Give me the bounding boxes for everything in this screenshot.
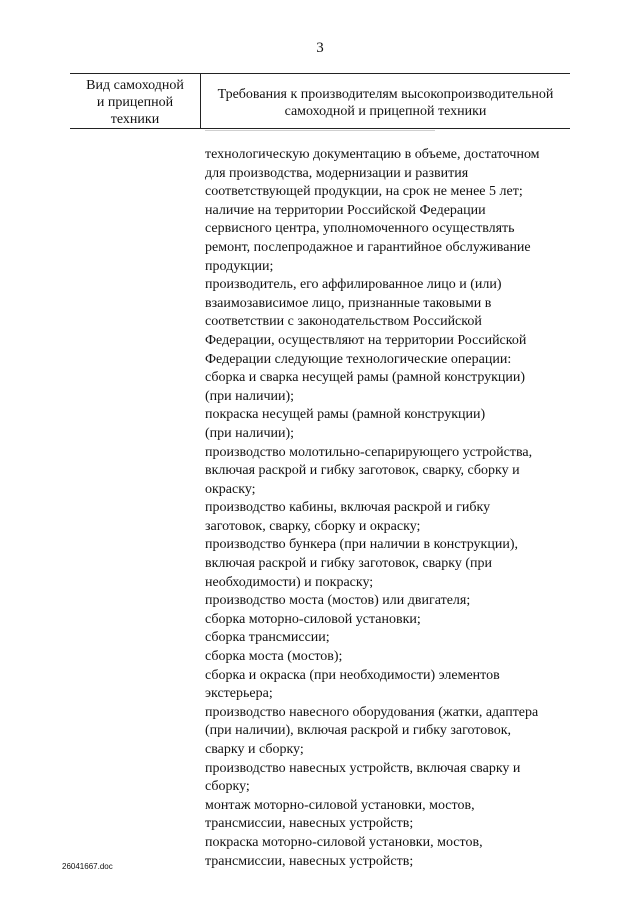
text-line: трансмиссии, навесных устройств; xyxy=(205,853,414,869)
text-line: сборка трансмиссии; xyxy=(205,630,330,646)
header-right-line: Требования к производителям высокопроизводительной xyxy=(217,87,554,102)
text-line: производство молотильно-сепарирующего устройства, xyxy=(205,444,533,460)
text-line: включая раскрой и гибку заготовок, сварку (при xyxy=(205,556,492,572)
faint-rule xyxy=(205,130,435,131)
header-left-line: Вид самоходной xyxy=(86,78,184,93)
text-line: Федерации, осуществляют на территории Российской xyxy=(205,332,527,348)
text-line: производство моста (мостов) или двигателя; xyxy=(205,593,471,609)
text-line: сборку; xyxy=(205,779,250,795)
text-line: окраску; xyxy=(205,481,256,497)
text-line: сборка моторно-силовой установки; xyxy=(205,611,421,627)
text-line: производство кабины, включая раскрой и гибку xyxy=(205,500,491,516)
page-number: 3 xyxy=(316,40,324,56)
text-line: ремонт, послепродажное и гарантийное обслуживание xyxy=(205,239,531,255)
header-left-line: техники xyxy=(110,112,160,127)
text-line: экстерьера; xyxy=(205,686,273,702)
text-line: включая раскрой и гибку заготовок, сварку, сборку и xyxy=(205,463,520,479)
text-line: сварку и сборку; xyxy=(205,742,304,757)
text-line: Федерации следующие технологические операции: xyxy=(205,351,512,367)
text-line: покраска моторно-силовой установки, мостов, xyxy=(205,834,483,850)
text-line: сборка моста (мостов); xyxy=(205,649,343,665)
header-column-vehicle-type xyxy=(70,77,200,128)
requirements-text xyxy=(205,146,575,871)
text-line: сборка и сварка несущей рамы (рамной конструкции) xyxy=(205,370,526,386)
file-name-footer: 26041667.doc xyxy=(62,862,113,871)
text-line: необходимости) и покраску; xyxy=(205,574,374,590)
text-line: взаимозависимое лицо, признанные таковыми в xyxy=(205,295,492,311)
text-line: монтаж моторно-силовой установки, мостов, xyxy=(205,797,475,813)
text-line: заготовок, сварку, сборку и окраску; xyxy=(205,518,421,534)
header-left-line: и прицепной xyxy=(96,95,174,110)
text-line: соответствии с законодательством Российской xyxy=(205,314,482,330)
text-line: производство навесного оборудования (жатки, адаптера xyxy=(205,704,539,720)
text-line: соответствующей продукции, на срок не менее 5 лет; xyxy=(205,184,523,200)
text-line: производитель, его аффилированное лицо и (или) xyxy=(205,277,502,293)
header-right-line: самоходной и прицепной техники xyxy=(284,104,487,119)
text-line: (при наличии); xyxy=(205,388,295,404)
text-line: (при наличии); xyxy=(205,425,295,441)
text-line: технологическую документацию в объеме, достаточном xyxy=(205,147,540,162)
text-line: производство навесных устройств, включая сварку и xyxy=(205,760,521,776)
text-line: сборка и окраска (при необходимости) элементов xyxy=(205,667,500,683)
text-line: сервисного центра, уполномоченного осуществлять xyxy=(205,221,515,237)
text-line: производство бункера (при наличии в конструкции), xyxy=(205,537,518,553)
text-line: продукции; xyxy=(205,258,274,274)
text-line: покраска несущей рамы (рамной конструкции) xyxy=(205,407,486,423)
text-line: (при наличии), включая раскрой и гибку заготовок, xyxy=(205,723,512,739)
text-line: для производства, модернизации и развития xyxy=(205,165,469,181)
header-column-requirements xyxy=(201,86,570,120)
table-header xyxy=(70,73,570,129)
text-line: наличие на территории Российской Федерации xyxy=(205,202,486,218)
text-line: трансмиссии, навесных устройств; xyxy=(205,816,414,832)
